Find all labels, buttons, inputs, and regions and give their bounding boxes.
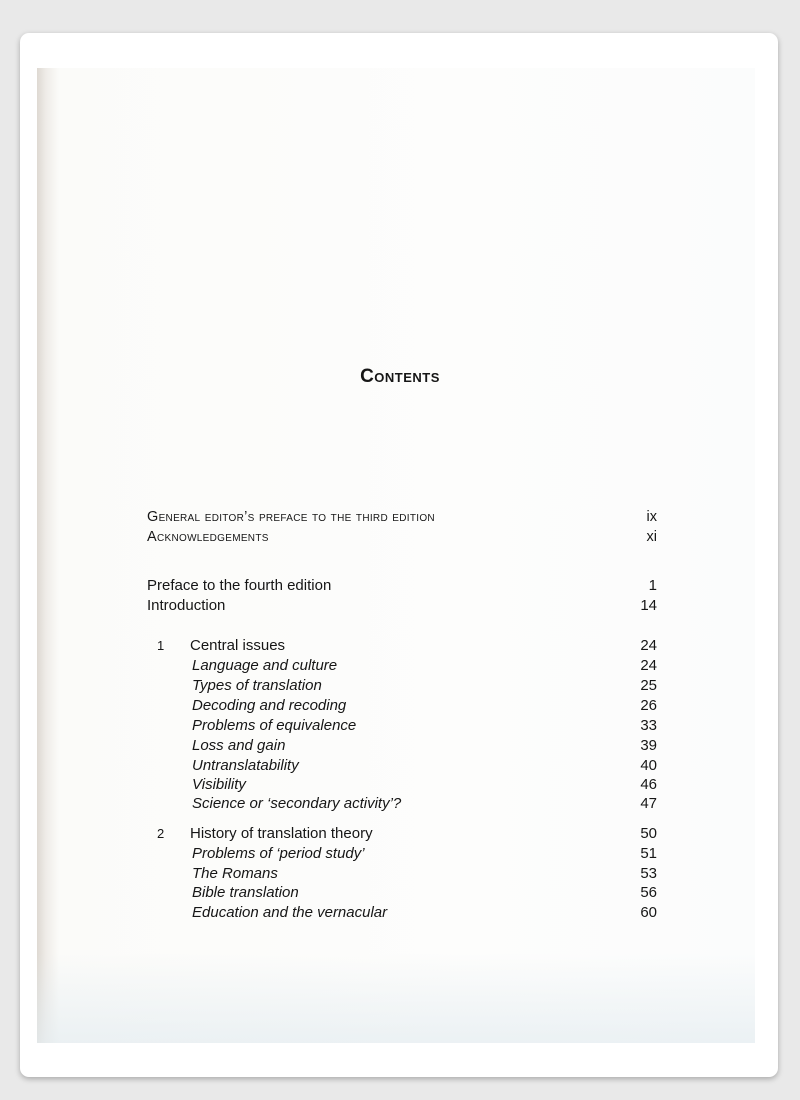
toc-page-number: 50 bbox=[640, 825, 657, 842]
toc-page-number: 14 bbox=[640, 597, 657, 614]
chapter-number: 2 bbox=[157, 826, 165, 841]
toc-section[interactable] bbox=[147, 716, 657, 736]
toc-section[interactable] bbox=[147, 775, 657, 795]
toc-section[interactable] bbox=[147, 844, 657, 864]
toc-page-number: xi bbox=[646, 529, 657, 545]
section-title: Decoding and recoding bbox=[192, 697, 347, 714]
toc-entry-label: Introduction bbox=[147, 597, 226, 614]
toc-section[interactable] bbox=[147, 756, 657, 776]
chapter-number: 1 bbox=[157, 638, 165, 653]
toc-section[interactable] bbox=[147, 736, 657, 756]
toc-page-number: 60 bbox=[640, 904, 657, 921]
toc-page-number: 24 bbox=[640, 637, 657, 654]
toc-page-number: 40 bbox=[640, 757, 657, 774]
toc-section[interactable] bbox=[147, 794, 657, 814]
toc-section[interactable] bbox=[147, 864, 657, 884]
section-title: Bible translation bbox=[192, 884, 299, 901]
section-title: Language and culture bbox=[192, 657, 338, 674]
toc-page-number: 47 bbox=[640, 795, 657, 812]
section-title: Loss and gain bbox=[192, 737, 286, 754]
toc-entry-preface-third-edition[interactable] bbox=[147, 507, 657, 527]
toc-entry-label: Acknowledgements bbox=[147, 529, 269, 545]
toc-page-number: 24 bbox=[640, 657, 657, 674]
toc-page-number: 46 bbox=[640, 776, 657, 793]
toc-page-number: 1 bbox=[648, 577, 657, 594]
toc-chapter-2[interactable] bbox=[147, 824, 657, 844]
toc-page-number: 26 bbox=[640, 697, 657, 714]
chapter-title: Central issues bbox=[190, 637, 286, 654]
section-title: Types of translation bbox=[192, 677, 322, 694]
toc-section[interactable] bbox=[147, 883, 657, 903]
toc-entry-acknowledgements[interactable] bbox=[147, 527, 657, 547]
toc-page-number: 56 bbox=[640, 884, 657, 901]
toc-section[interactable] bbox=[147, 656, 657, 676]
section-title: Science or ‘secondary activity’? bbox=[192, 795, 402, 812]
toc-entry-label: Preface to the fourth edition bbox=[147, 577, 332, 594]
section-title: The Romans bbox=[192, 865, 278, 882]
toc-entry-introduction[interactable] bbox=[147, 596, 657, 616]
section-title: Visibility bbox=[192, 776, 246, 793]
toc-page-number: 25 bbox=[640, 677, 657, 694]
section-title: Problems of equivalence bbox=[192, 717, 357, 734]
toc-section[interactable] bbox=[147, 696, 657, 716]
toc-section[interactable] bbox=[147, 676, 657, 696]
toc-page-number: 51 bbox=[640, 845, 657, 862]
page-title: Contents bbox=[360, 366, 440, 387]
section-title: Untranslatability bbox=[192, 757, 299, 774]
toc-page-number: 33 bbox=[640, 717, 657, 734]
toc-page-number: 39 bbox=[640, 737, 657, 754]
toc-page-number: 53 bbox=[640, 865, 657, 882]
toc-entry-label: General editor’s preface to the third edition bbox=[147, 509, 435, 525]
section-title: Problems of ‘period study’ bbox=[192, 845, 365, 862]
toc-chapter-1[interactable] bbox=[147, 636, 657, 656]
chapter-title: History of translation theory bbox=[190, 825, 373, 842]
toc-section[interactable] bbox=[147, 903, 657, 923]
toc-entry-preface-fourth-edition[interactable] bbox=[147, 576, 657, 596]
section-title: Education and the vernacular bbox=[192, 904, 388, 921]
toc-page-number: ix bbox=[646, 509, 657, 525]
